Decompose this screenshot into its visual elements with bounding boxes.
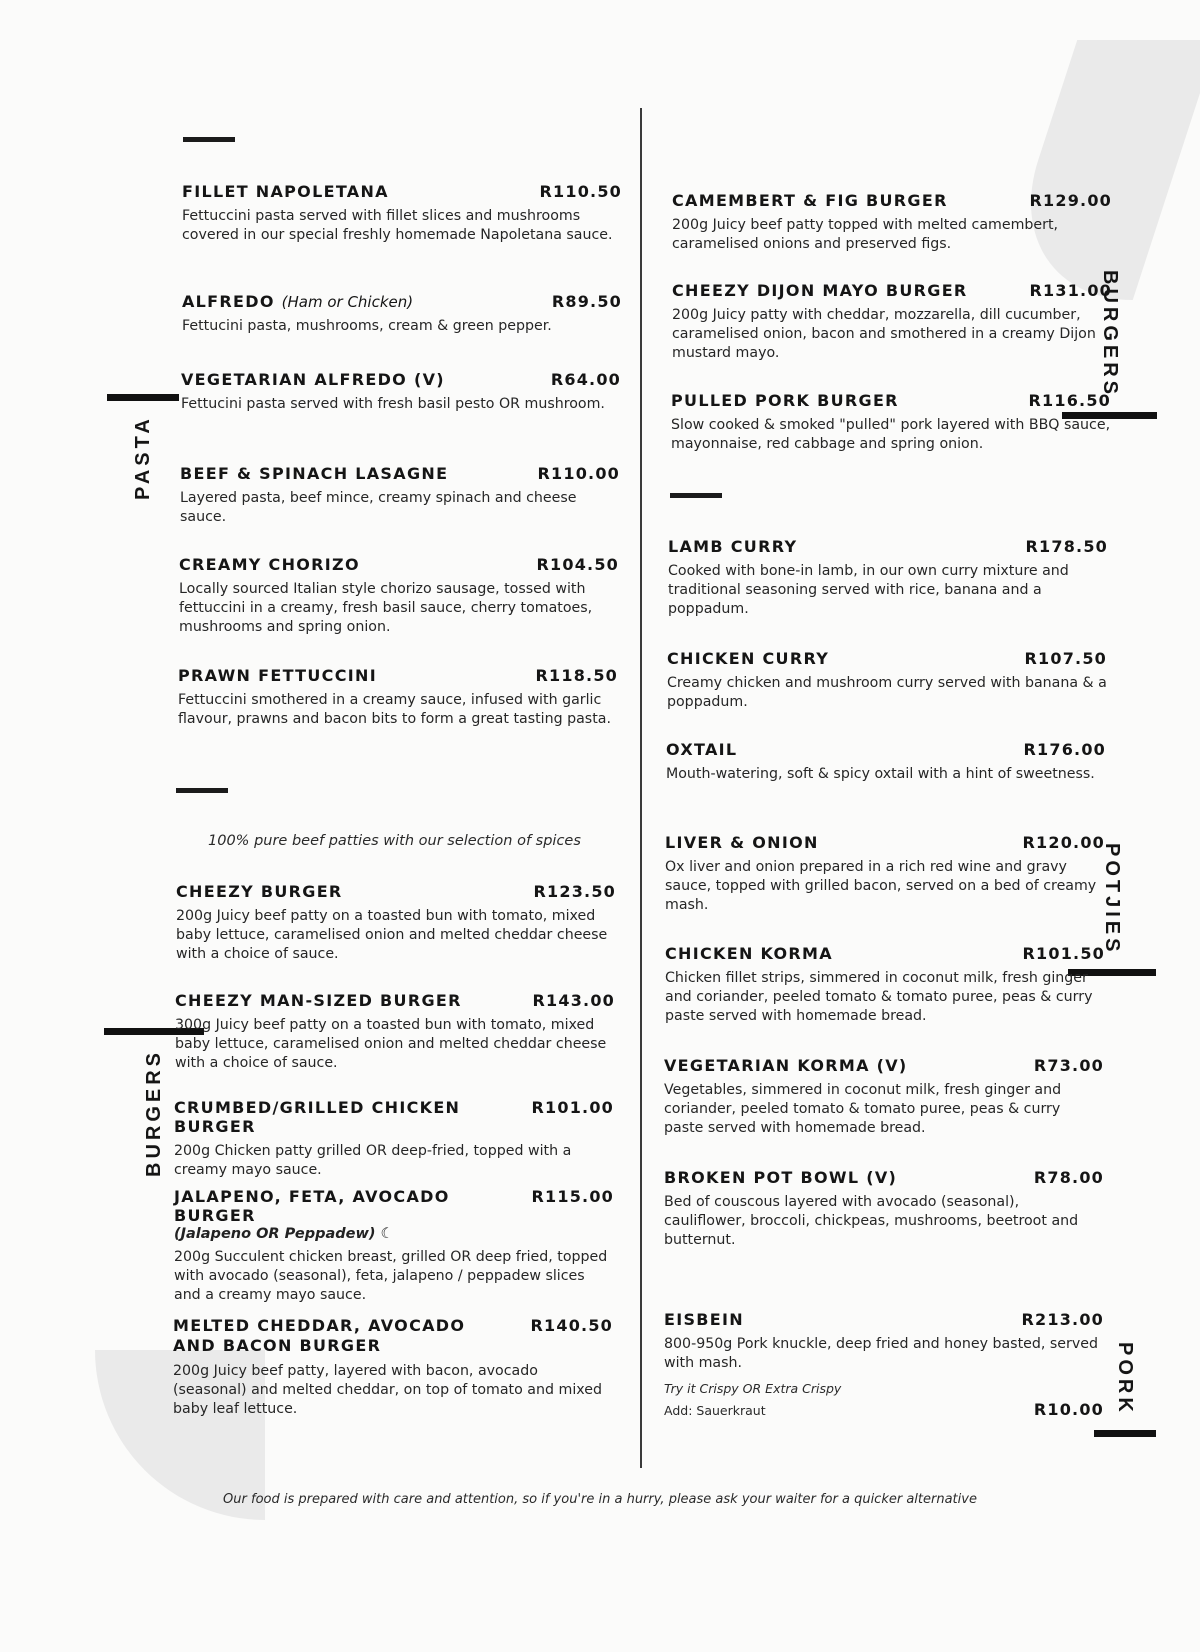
item-name: MELTED CHEDDAR, AVOCADO AND BACON BURGER xyxy=(173,1316,466,1355)
item-name: JALAPENO, FETA, AVOCADO BURGER xyxy=(174,1187,450,1225)
item-description: 800-950g Pork knuckle, deep fried and honey basted, served with mash. xyxy=(664,1336,1098,1371)
item-name: CHICKEN CURRY xyxy=(667,649,830,668)
item-price: R129.00 xyxy=(1029,191,1112,210)
menu-item xyxy=(179,555,619,637)
menu-item xyxy=(180,464,620,527)
item-price: R110.50 xyxy=(539,182,622,201)
footer-note: Our food is prepared with care and attention, so if you're in a hurry, please ask your waiter for a quicker alternative xyxy=(223,1492,977,1507)
item-description: Chicken fillet strips, simmered in coconut milk, fresh ginger and coriander, peeled tomato & tomato puree, peas & curry paste served with homemade bread. xyxy=(665,970,1093,1024)
item-price: R120.00 xyxy=(1022,833,1105,852)
item-name: CRUMBED/GRILLED CHICKEN BURGER xyxy=(174,1098,461,1136)
item-description: Vegetables, simmered in coconut milk, fresh ginger and coriander, peeled tomato & tomato puree, peas & curry paste served with homemade bread. xyxy=(664,1082,1062,1136)
item-name: PRAWN FETTUCCINI xyxy=(178,666,377,685)
menu-item xyxy=(174,1098,614,1180)
item-name: CHEEZY DIJON MAYO BURGER xyxy=(672,281,968,300)
item-description: Fettuccini pasta served with fillet slices and mushrooms covered in our special freshly homemade Napoletana sauce. xyxy=(182,208,613,243)
item-price: R118.50 xyxy=(535,666,618,685)
item-name: OXTAIL xyxy=(666,740,738,759)
item-price: R140.50 xyxy=(530,1316,613,1335)
item-price: R115.00 xyxy=(531,1187,614,1206)
item-name: BROKEN POT BOWL (V) xyxy=(664,1168,898,1187)
item-price: R101.00 xyxy=(531,1098,614,1117)
section-dash xyxy=(670,493,722,498)
item-subtitle: (Jalapeno OR Peppadew) ☾ xyxy=(174,1226,394,1242)
menu-item xyxy=(672,191,1112,254)
item-description: Fettucini pasta, mushrooms, cream & green pepper. xyxy=(182,318,552,334)
add-on-label: Add: Sauerkraut xyxy=(664,1403,766,1418)
burger-tagline: 100% pure beef patties with our selection of spices xyxy=(208,833,581,849)
item-name: ALFREDO (Ham or Chicken) xyxy=(182,292,414,311)
item-name: CHEEZY MAN-SIZED BURGER xyxy=(175,991,462,1010)
item-price: R110.00 xyxy=(537,464,620,483)
section-dash xyxy=(183,137,235,142)
item-price: R123.50 xyxy=(533,882,616,901)
menu-item xyxy=(671,391,1111,454)
item-name: VEGETARIAN KORMA (V) xyxy=(664,1056,908,1075)
background-swoosh-top xyxy=(993,40,1200,300)
menu-item xyxy=(175,991,615,1073)
eisbein-crispy-note: Try it Crispy OR Extra Crispy xyxy=(664,1381,842,1396)
item-description: 200g Juicy beef patty, layered with bacon, avocado (seasonal) and melted cheddar, on top of tomato and mixed baby leaf lettuce. xyxy=(173,1363,602,1417)
menu-item xyxy=(667,649,1107,712)
menu-item xyxy=(665,833,1105,915)
item-price: R131.00 xyxy=(1029,281,1112,300)
item-description: 200g Juicy beef patty on a toasted bun with tomato, mixed baby lettuce, caramelised onion and melted cheddar cheese with a choice of sauce. xyxy=(176,908,608,962)
item-description: Cooked with bone-in lamb, in our own curry mixture and traditional seasoning served with rice, banana and a poppadum. xyxy=(668,563,1069,617)
item-name: CHICKEN KORMA xyxy=(665,944,833,963)
item-description: Bed of couscous layered with avocado (seasonal), cauliflower, broccoli, chickpeas, mushrooms, beetroot and butternut. xyxy=(664,1194,1079,1248)
item-description: Slow cooked & smoked "pulled" pork layered with BBQ sauce, mayonnaise, red cabbage and spring onion. xyxy=(671,417,1111,452)
menu-item xyxy=(173,1316,613,1419)
menu-item xyxy=(672,281,1112,363)
item-description: 200g Juicy beef patty topped with melted camembert, caramelised onions and preserved figs. xyxy=(672,217,1059,252)
menu-item xyxy=(182,182,622,245)
item-description: 200g Succulent chicken breast, grilled OR deep fried, topped with avocado (seasonal), feta, jalapeno / peppadew slices and a creamy mayo sauce. xyxy=(174,1249,608,1303)
item-name: EISBEIN xyxy=(664,1310,744,1329)
item-price: R64.00 xyxy=(550,370,621,389)
menu-item xyxy=(176,882,616,964)
item-description: 200g Chicken patty grilled OR deep-fried, topped with a creamy mayo sauce. xyxy=(174,1143,572,1178)
menu-item xyxy=(665,944,1105,1026)
item-description: Creamy chicken and mushroom curry served with banana & a poppadum. xyxy=(667,675,1107,710)
menu-item xyxy=(668,537,1108,619)
item-price: R213.00 xyxy=(1021,1310,1104,1329)
item-price: R178.50 xyxy=(1025,537,1108,556)
item-name: CREAMY CHORIZO xyxy=(179,555,360,574)
item-description: Ox liver and onion prepared in a rich red wine and gravy sauce, topped with grilled bacon, served on a bed of creamy mash. xyxy=(665,859,1097,913)
menu-item xyxy=(664,1168,1104,1250)
section-label-pasta: PASTA xyxy=(107,394,179,500)
section-label-pork: PORK xyxy=(1094,1342,1156,1437)
item-name: LIVER & ONION xyxy=(665,833,819,852)
column-divider xyxy=(640,108,642,1468)
item-price: R104.50 xyxy=(536,555,619,574)
menu-item xyxy=(664,1310,1104,1419)
item-price: R101.50 xyxy=(1022,944,1105,963)
menu-item xyxy=(182,292,622,336)
item-name: PULLED PORK BURGER xyxy=(671,391,899,410)
item-description: Fettucini pasta served with fresh basil pesto OR mushroom. xyxy=(181,396,605,412)
item-description: Mouth-watering, soft & spicy oxtail with a hint of sweetness. xyxy=(666,766,1095,782)
item-price: R176.00 xyxy=(1023,740,1106,759)
add-on-price: R10.00 xyxy=(1033,1400,1104,1419)
section-label-burgers-left: BURGERS xyxy=(104,1028,204,1177)
item-name: FILLET NAPOLETANA xyxy=(182,182,389,201)
item-price: R89.50 xyxy=(551,292,622,311)
menu-item xyxy=(666,740,1106,784)
item-name: CAMEMBERT & FIG BURGER xyxy=(672,191,948,210)
item-description: Fettuccini smothered in a creamy sauce, infused with garlic flavour, prawns and bacon bits to form a great tasting pasta. xyxy=(178,692,611,727)
item-price: R143.00 xyxy=(532,991,615,1010)
item-description: 200g Juicy patty with cheddar, mozzarella, dill cucumber, caramelised onion, bacon and smothered in a creamy Dijon mustard mayo. xyxy=(672,307,1096,361)
item-name: LAMB CURRY xyxy=(668,537,798,556)
section-dash xyxy=(176,788,228,793)
item-price: R78.00 xyxy=(1033,1168,1104,1187)
item-name-note: (Ham or Chicken) xyxy=(281,293,414,311)
item-name: CHEEZY BURGER xyxy=(176,882,343,901)
item-description: Layered pasta, beef mince, creamy spinach and cheese sauce. xyxy=(180,490,577,525)
menu-item xyxy=(664,1056,1104,1138)
item-price: R116.50 xyxy=(1028,391,1111,410)
menu-item xyxy=(174,1187,614,1305)
section-label-burgers-right: BURGERS xyxy=(1062,270,1157,419)
menu-item xyxy=(178,666,618,729)
item-price: R107.50 xyxy=(1024,649,1107,668)
chilli-icon: ☾ xyxy=(380,1226,394,1242)
item-description: Locally sourced Italian style chorizo sausage, tossed with fettuccini in a creamy, fresh basil sauce, cherry tomatoes, mushrooms and spring onion. xyxy=(179,581,593,635)
item-description: 300g Juicy beef patty on a toasted bun with tomato, mixed baby lettuce, caramelised onion and melted cheddar cheese with a choice of sauce. xyxy=(175,1017,607,1071)
item-name: VEGETARIAN ALFREDO (V) xyxy=(181,370,445,389)
menu-item xyxy=(181,370,621,414)
section-label-potjies: POTJIES xyxy=(1068,843,1156,976)
item-name: BEEF & SPINACH LASAGNE xyxy=(180,464,449,483)
item-price: R73.00 xyxy=(1033,1056,1104,1075)
